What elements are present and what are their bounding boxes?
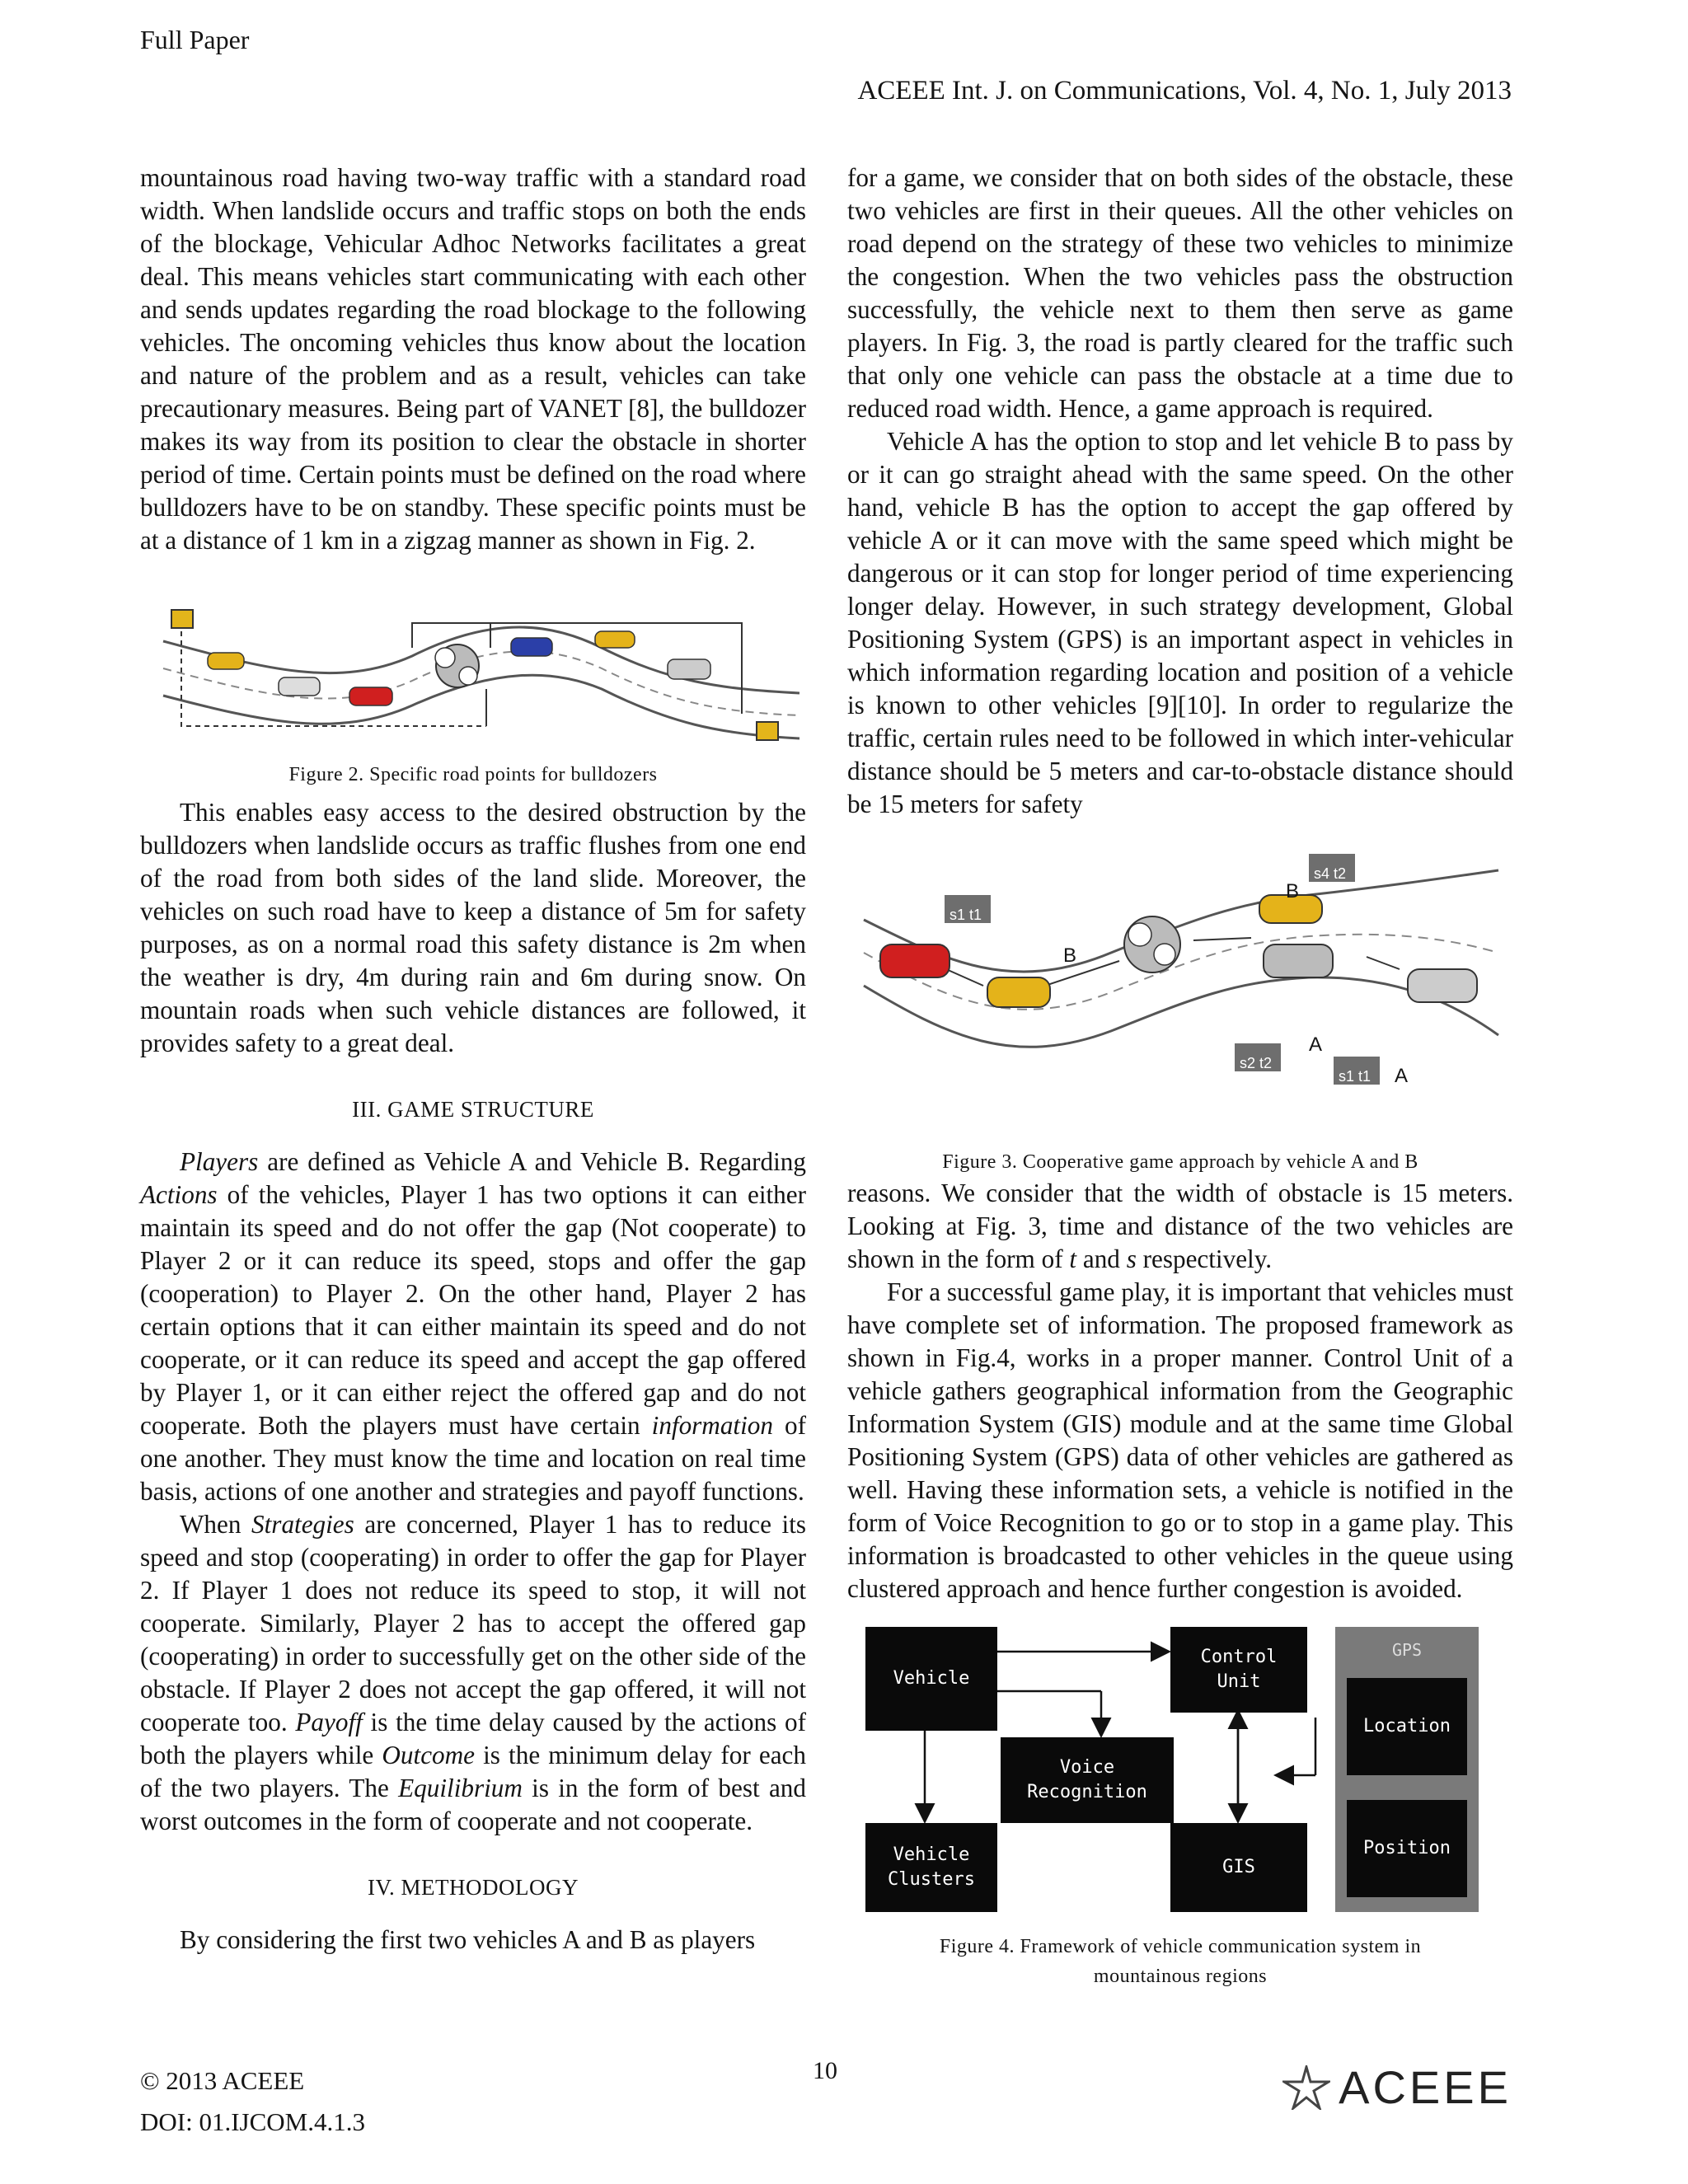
paragraph-strategies — [140, 1508, 806, 1838]
figure-4-vehicle-clusters-box — [865, 1823, 997, 1912]
paragraph-bulldozer-access: This enables easy access to the desired obstruction by the bulldozers when landslide occurs as traffic flushes from one end of the road from both sides of the land slide. Moreover, the vehicles on such road have to keep a distance of 5m for safety purposes, as on a normal road this safety distance is 2m when the weather is dry, 4m during rain and 6m during snow. On mountain roads when such vehicle distances are followed, it provides safety to a great deal. — [140, 798, 806, 1057]
term-equilibrium: Equilibrium — [398, 1774, 523, 1802]
term-outcome: Outcome — [382, 1741, 475, 1769]
page-number: 10 — [813, 2057, 837, 2084]
footer-left — [140, 2060, 365, 2143]
paragraph-players-actions — [140, 1146, 806, 1508]
paragraph-framework: For a successful game play, it is important that vehicles must have complete set of information. The proposed framework as shown in Fig.4, works in a proper manner. Control Unit of a vehicle gathers geographical information from the Geographic Information System (GIS) module and at the same time Global Positioning System (GPS) data of other vehicles are gathered as well. Having these information sets, a vehicle is notified in the form of Voice Recognition to go or to stop in a game play. This information is broadcasted to other vehicles in the queue using clustered approach and hence further congestion is avoided. — [847, 1277, 1513, 1603]
figure-4-voice-recognition-box — [1001, 1737, 1174, 1823]
text-run: are defined as Vehicle A and Vehicle B. Regarding — [258, 1147, 806, 1176]
paragraph-game-players: for a game, we consider that on both sides of the obstacle, these two vehicles are first in their queues. All the other vehicles on road depend on the strategy of these two vehicles to minimize the congestion. When the two vehicles pass the obstruction successfully, the vehicle next to them then serve as game players. In Fig. 3, the road is partly cleared for the traffic such that only one vehicle can pass the obstacle at a time due to reduced road width. Hence, a game approach is required. — [847, 163, 1513, 423]
term-t: t — [1069, 1244, 1077, 1273]
logo-text: ACEEE — [1339, 2061, 1512, 2113]
footer-copyright: © 2013 ACEEE — [140, 2066, 305, 2095]
figure-2-road-diagram — [140, 590, 806, 755]
section-heading-methodology: IV. METHODOLOGY — [368, 1875, 579, 1900]
figure-4-caption-line-1: Figure 4. Framework of vehicle communication system in — [939, 1936, 1422, 1957]
figure-4-control-unit-box — [1170, 1627, 1307, 1713]
text-run: is the time delay caused by the actions of both the players while — [140, 1708, 806, 1769]
paragraph-landslide-intro: mountainous road having two-way traffic with a standard road width. When landslide occurs and traffic stops on both the ends of the blockage, Vehicular Adhoc Networks facilitates a great deal. This means vehicles start communicating with each other and sends updates regarding the road blockage to the following vehicles. The oncoming vehicles thus know about the location and nature of the problem and as a result, vehicles can take precautionary measures. Being part of VANET [8], the bulldozer makes its way from its position to clear the obstacle in shorter period of time. Certain points must be defined on the road where bulldozers have to be on standby. These specific points must be at a distance of 1 km in a zigzag manner as shown in Fig. 2. — [140, 163, 806, 555]
figure-4-location-box: Location — [1347, 1678, 1467, 1775]
text-run: of one another. They must know the time and location on real time basis, actions of one another and strategies and payoff functions. — [140, 1411, 806, 1506]
running-header-journal: ACEEE Int. J. on Communications, Vol. 4, No. 1, July 2013 — [857, 76, 1512, 105]
footer-doi: DOI: 01.IJCOM.4.1.3 — [140, 2107, 365, 2136]
running-header-left: Full Paper — [140, 25, 250, 54]
paragraph-vehicle-options: Vehicle A has the option to stop and let vehicle B to pass by or it can go straight ahead with the same speed. On the other hand, vehicle B has the option to accept the gap offered by vehicle A or it can move with the same speed which might be dangerous or it can stop for longer period of time experiencing longer delay. However, in such strategy development, Global Positioning System (GPS) is an important aspect in vehicles in which information regarding location and position of a vehicle is known to other vehicles [9][10]. In order to regularize the traffic, certain rules need to be followed in which inter-vehicular distance should be 5 meters and car-to-obstacle distance should be 15 meters for safety — [847, 427, 1513, 818]
figure-4-control-unit-label: Control Unit — [1200, 1647, 1278, 1692]
term-actions: Actions — [140, 1180, 218, 1209]
text-run: and — [1076, 1244, 1127, 1273]
paragraph-obstacle-width — [847, 1177, 1513, 1276]
figure-3-label-s1t1-bottom: s1 t1 — [1339, 1068, 1372, 1085]
figure-3-label-s1t1-top: s1 t1 — [950, 907, 982, 923]
figure-3-label-a2: A — [1395, 1065, 1409, 1087]
figure-3 — [847, 846, 1513, 1118]
figure-4-gis-box: GIS — [1170, 1823, 1307, 1912]
figure-4-vehicle-clusters-label: Vehicle Clusters — [888, 1844, 975, 1890]
text-run: respectively. — [1136, 1244, 1273, 1273]
figure-3-label-s2t2: s2 t2 — [1240, 1055, 1273, 1071]
figure-4-gps-panel — [1335, 1627, 1479, 1912]
figure-4-caption-line-2: mountainous regions — [1093, 1966, 1268, 1987]
figure-3-cooperative-diagram — [847, 846, 1513, 1085]
text-run: is in the form of best and worst outcomes in the form of cooperate and not cooperate. — [140, 1774, 806, 1835]
figure-3-label-b2: B — [1286, 880, 1300, 902]
figure-3-label-a1: A — [1309, 1033, 1323, 1056]
left-column — [140, 162, 806, 1957]
text-run: When — [180, 1510, 252, 1539]
term-s: s — [1126, 1244, 1137, 1273]
term-information: information — [651, 1411, 773, 1440]
aceee-logo — [1282, 2060, 1512, 2114]
figure-4 — [865, 1627, 1479, 1912]
figure-4-voice-recognition-label: Voice Recognition — [1027, 1757, 1147, 1802]
text-run: of the vehicles, Player 1 has two options it can either maintain its speed and do not offer the gap (Not cooperate) to Player 2 or it can reduce its speed, stops and offer the gap (cooperation) to Player 2. On the other hand, Player 2 has certain options that it can either maintain its speed and do not cooperate, or it can reduce its speed and accept the gap offered by Player 1, or it can either reject the offered gap and do not cooperate. Both the players must have certain — [140, 1180, 806, 1440]
paragraph-methodology-start: By considering the first two vehicles A and B as players — [180, 1925, 756, 1954]
figure-3-caption: Figure 3. Cooperative game approach by vehicle A and B — [942, 1151, 1418, 1173]
text-run: reasons. We consider that the width of obstacle is 15 meters. Looking at Fig. 3, time and distance of the two vehicles are shown in the form of — [847, 1179, 1513, 1273]
right-column — [847, 162, 1513, 1991]
figure-3-label-b1: B — [1063, 944, 1077, 967]
term-payoff: Payoff — [295, 1708, 363, 1736]
figure-4-position-box: Position — [1347, 1800, 1467, 1897]
term-players: Players — [180, 1147, 259, 1176]
star-logo-icon — [1282, 2065, 1330, 2110]
figure-3-label-s4t2: s4 t2 — [1314, 865, 1347, 882]
text-run: is the minimum delay for each of the two players. The — [140, 1741, 806, 1802]
section-heading-game-structure: III. GAME STRUCTURE — [352, 1097, 594, 1122]
figure-4-gps-label: GPS — [1391, 1640, 1423, 1660]
text-run: are concerned, Player 1 has to reduce its speed and stop (cooperating) in order to offer the gap for Player 2. If Player 1 does not reduce its speed to stop, it will not cooperate. Similarly, Player 2 has to accept the offered gap (cooperating) in order to successfully get on the other side of the obstacle. If Player 2 does not accept the gap offered, it will not cooperate too. — [140, 1510, 807, 1736]
figure-2-caption: Figure 2. Specific road points for bulldozers — [288, 764, 658, 785]
figure-4-vehicle-box: Vehicle — [865, 1627, 997, 1731]
figure-2 — [140, 590, 806, 790]
term-strategies: Strategies — [251, 1510, 354, 1539]
